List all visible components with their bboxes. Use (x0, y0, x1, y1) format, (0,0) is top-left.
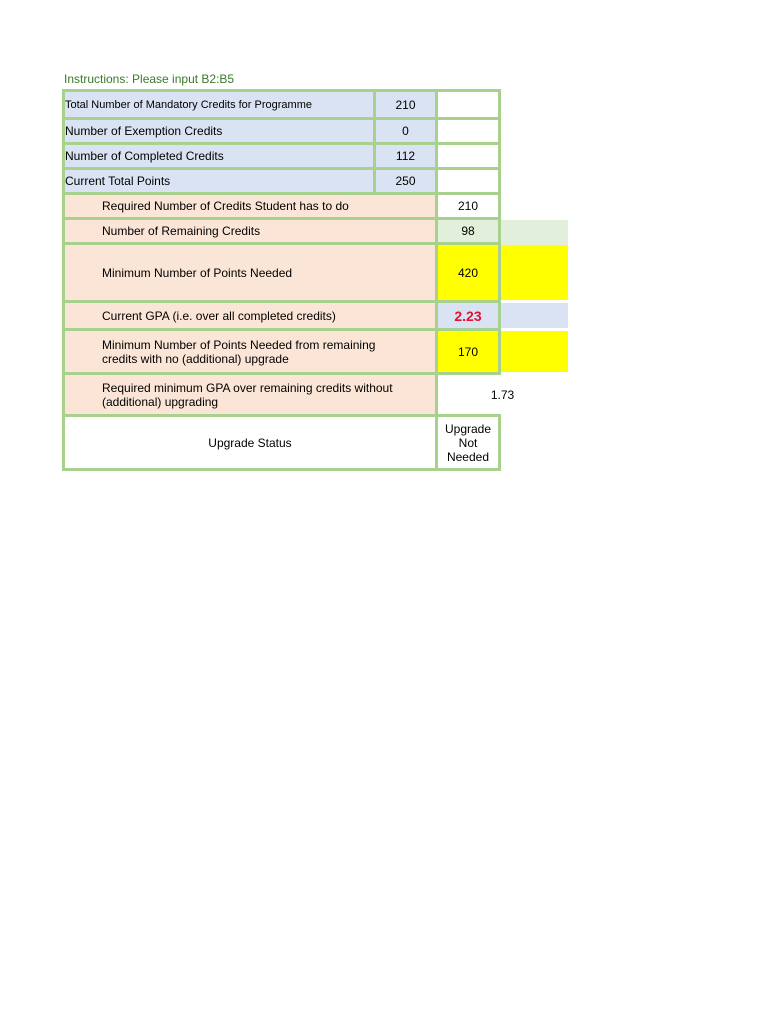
input-label-mandatory-credits: Total Number of Mandatory Credits for Programme (62, 89, 376, 120)
output-label-min-points-remaining: Minimum Number of Points Needed from remaining credits with no (additional) upgrade (62, 328, 438, 375)
empty-cell-row3 (435, 142, 501, 170)
min-points-remaining-fill (501, 331, 568, 372)
current-gpa-fill (501, 303, 568, 328)
input-value-exemption-credits[interactable]: 0 (373, 117, 438, 145)
upgrade-status-value: Upgrade Not Needed (435, 414, 501, 471)
input-value-completed-credits[interactable]: 112 (373, 142, 438, 170)
input-value-total-points[interactable]: 250 (373, 167, 438, 195)
output-value-remaining-credits: 98 (435, 217, 501, 245)
output-label-current-gpa: Current GPA (i.e. over all completed credits) (62, 300, 438, 331)
output-label-required-credits: Required Number of Credits Student has to do (62, 192, 438, 220)
input-label-completed-credits: Number of Completed Credits (62, 142, 376, 170)
output-value-required-credits: 210 (435, 192, 501, 220)
input-label-exemption-credits: Number of Exemption Credits (62, 117, 376, 145)
output-value-min-points: 420 (435, 242, 501, 303)
min-points-fill (501, 245, 568, 300)
upgrade-status-label: Upgrade Status (62, 414, 438, 471)
output-value-req-min-gpa: 1.73 (490, 387, 515, 402)
remaining-credits-fill (501, 220, 568, 245)
output-label-req-min-gpa: Required minimum GPA over remaining credits without (additional) upgrading (62, 372, 438, 417)
empty-cell-row2 (435, 117, 501, 145)
empty-cell-row4 (435, 167, 501, 195)
output-value-min-points-remaining: 170 (435, 328, 501, 375)
input-label-total-points: Current Total Points (62, 167, 376, 195)
input-value-mandatory-credits[interactable]: 210 (373, 89, 438, 120)
output-label-min-points: Minimum Number of Points Needed (62, 242, 438, 303)
empty-cell-row1 (435, 89, 501, 120)
output-value-current-gpa: 2.23 (435, 300, 501, 331)
instructions-text: Instructions: Please input B2:B5 (64, 72, 235, 86)
output-label-remaining-credits: Number of Remaining Credits (62, 217, 438, 245)
